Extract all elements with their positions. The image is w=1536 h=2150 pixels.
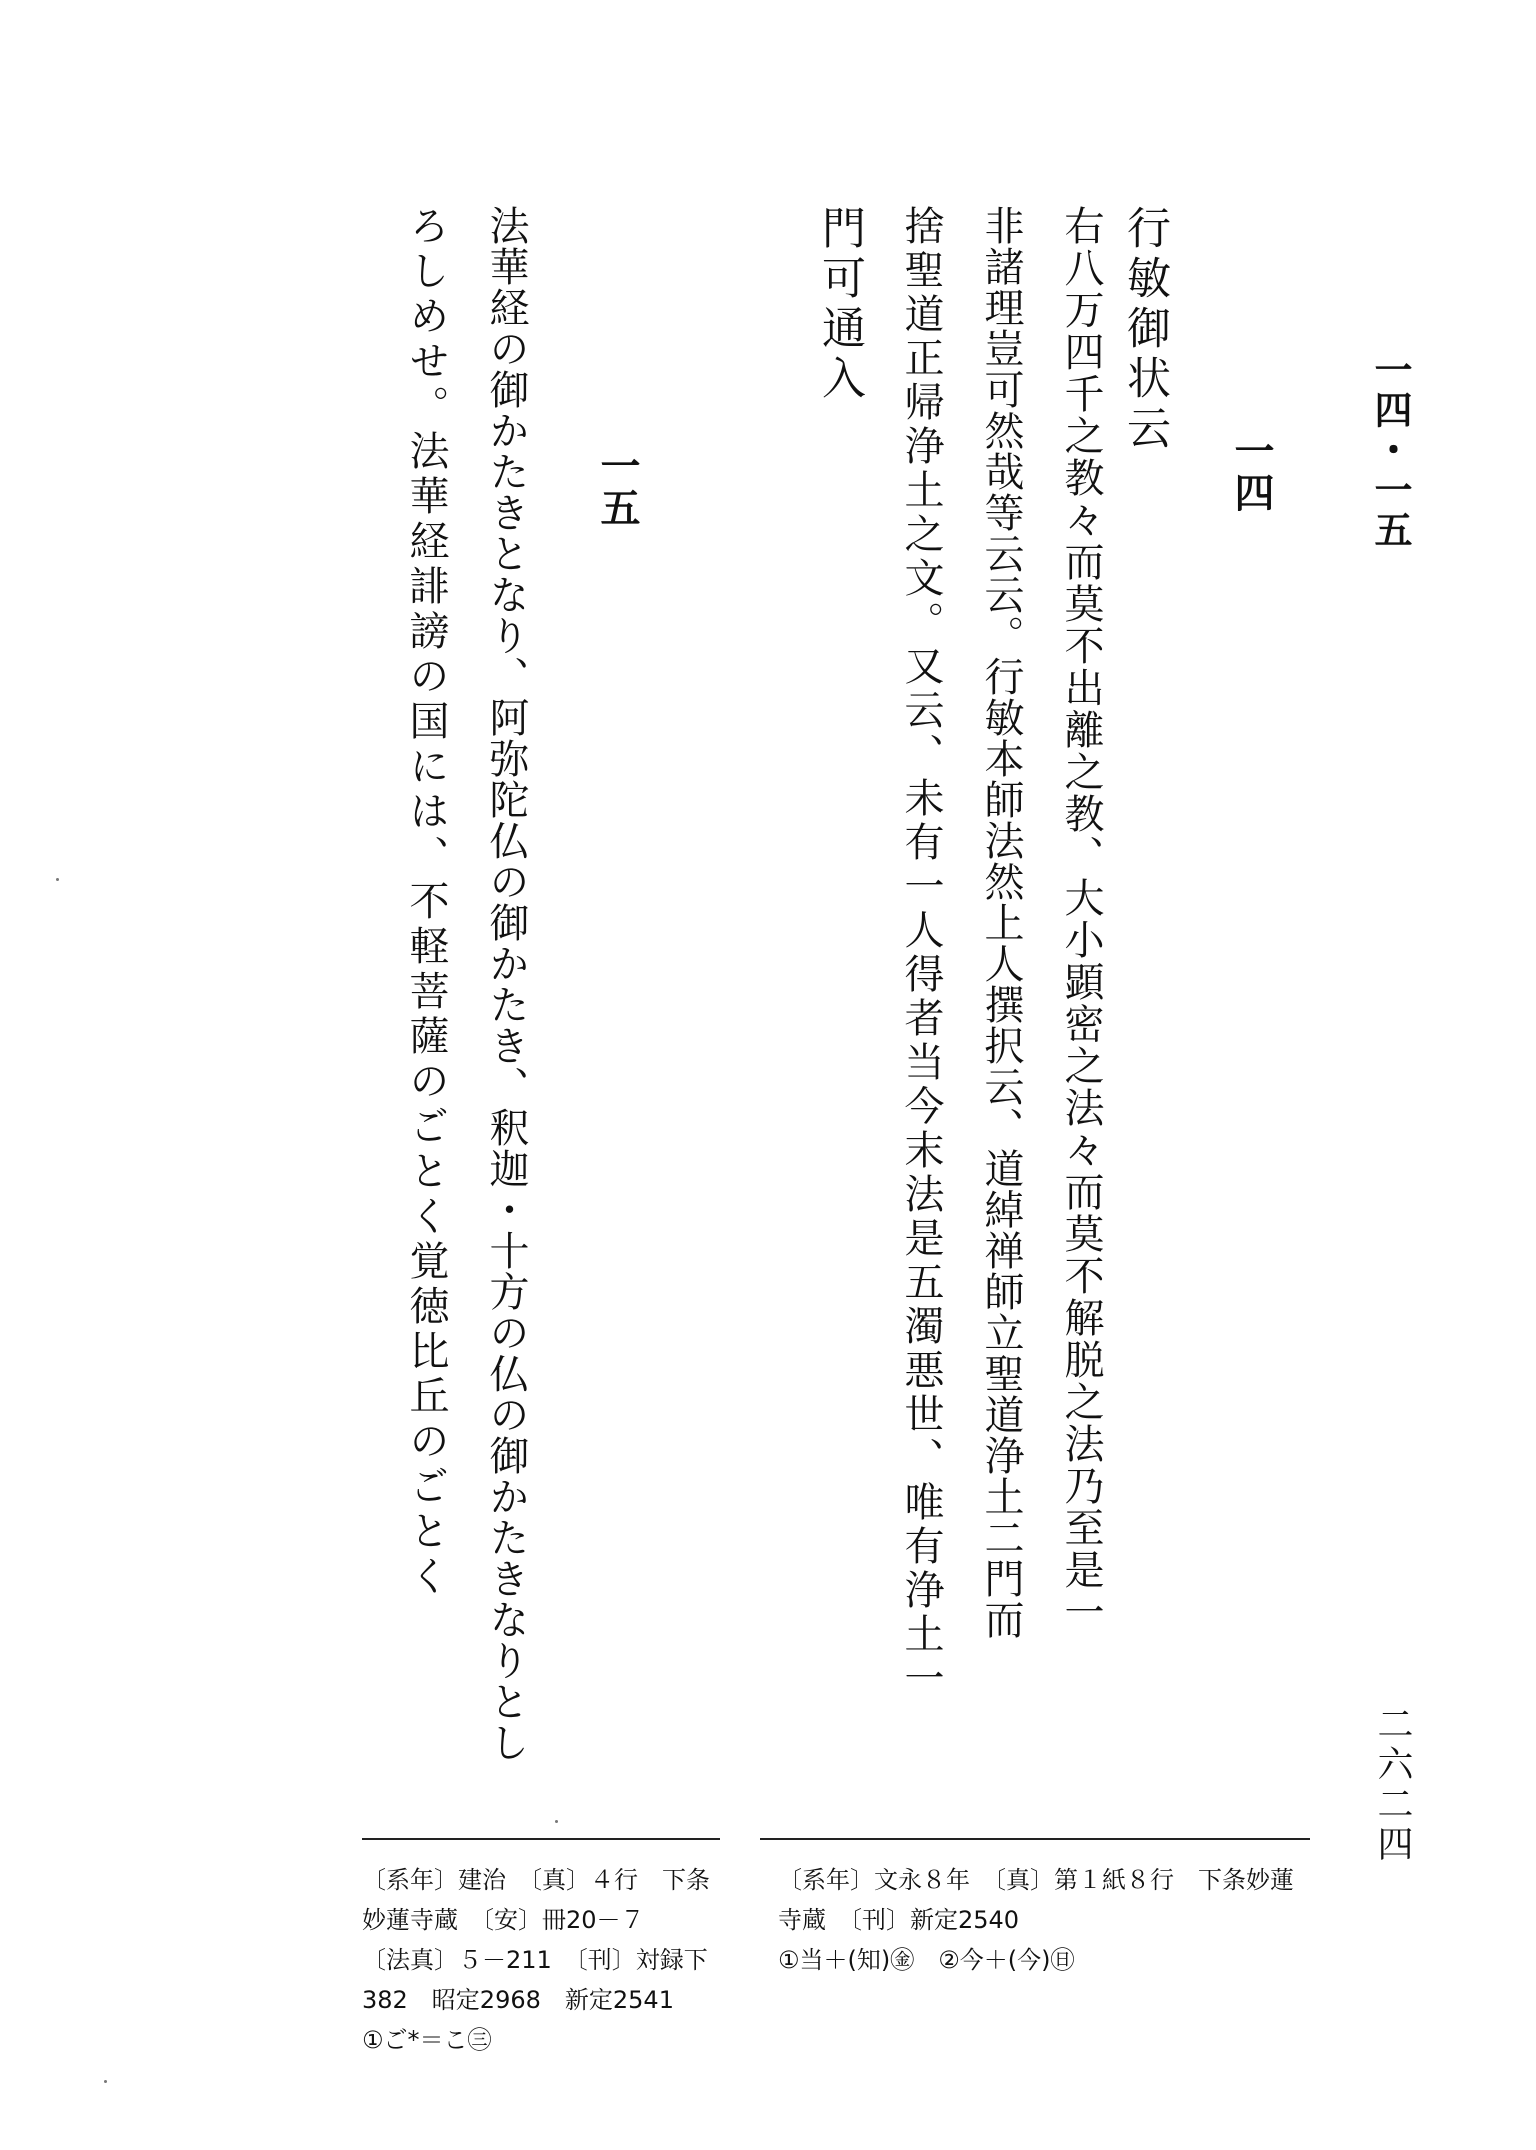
section-15-line-1: 法華経の御かたきとなり、阿弥陀仏の御かたき、釈迦・十方の仏の御かたきなりとし [483, 205, 529, 1763]
section-15-number: 一五 [594, 445, 641, 529]
section-range-header: 一四・一五 [1368, 350, 1413, 550]
section-14-note-line: ①当＋(知)㊎ ②今＋(今)㊐ [778, 1946, 1075, 1974]
section-15-notes [362, 1860, 710, 2060]
section-15-notes-rule [362, 1838, 720, 1840]
scan-speck [555, 1820, 558, 1823]
section-15-note-line: ①ご*＝こ㊂ [362, 2026, 492, 2054]
section-15-note-line: 〔系年〕建治 〔真〕４行 下条 [362, 1866, 710, 1894]
section-14-line-4: 捨聖道正帰浄土之文。又云、未有一人得者当今末法是五濁悪世、唯有浄土一 [898, 205, 944, 1701]
section-14-note-line: 寺蔵 〔刊〕新定2540 [778, 1906, 1020, 1934]
scan-speck [56, 878, 59, 881]
page-number: 二六二四 [1372, 1705, 1413, 1865]
section-14-notes-rule [760, 1838, 1310, 1840]
section-15-note-line: 382 昭定2968 新定2541 [362, 1986, 674, 2014]
section-14-number: 一四 [1228, 430, 1275, 514]
section-14-line-1: 行敏御状云 [1119, 205, 1170, 455]
section-15-note-line: 妙蓮寺蔵 〔安〕冊20－７ [362, 1906, 645, 1934]
section-14-note-line: 〔系年〕文永８年 〔真〕第１紙８行 下条妙蓮 [778, 1866, 1294, 1894]
section-14-line-2: 右八万四千之教々而莫不出離之教、大小顕密之法々而莫不解脱之法乃至是一 [1058, 205, 1104, 1633]
scan-speck [104, 2080, 107, 2083]
section-14-notes [778, 1860, 1294, 1980]
section-14-line-5: 門可通入 [814, 205, 865, 405]
section-15-line-2: ろしめせ。法華経誹謗の国には、不軽菩薩のごとく覚徳比丘のごとく [403, 205, 449, 1600]
section-15-note-line: 〔法真〕５－211 〔刊〕対録下 [362, 1946, 708, 1974]
section-14-line-3: 非諸理豈可然哉等云云。行敏本師法然上人撰択云、道綽禅師立聖道浄土二門而 [978, 205, 1024, 1640]
